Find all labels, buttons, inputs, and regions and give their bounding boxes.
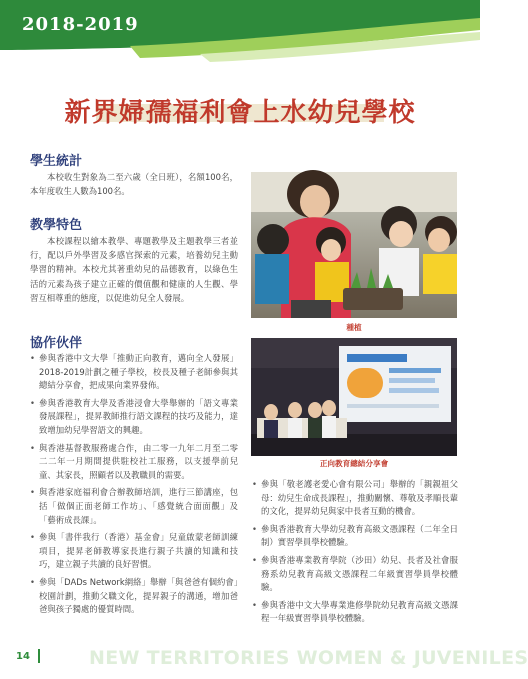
- photo-caption-sharing: 正向教育總結分享會: [319, 459, 389, 468]
- features-text: 本校課程以繪本教學、專題教學及主題教學三者並行，配以戶外學習及多感官探索的元素，培養幼兒主動學習的精神。本校尤其著重幼兒的品德教育，以綠色生活的元素為孩子建立正確的價值觀和健康的人生觀、學習互相尊重的態度，以促進幼兒全人發展。: [30, 236, 238, 303]
- list-item: • 參與「敬老護老愛心會有限公司」舉辦的「親親祖父母：幼兒生命成長課程」，推動關懷、尊敬及孝順長輩的文化，提昇幼兒與家中長者互動的機會。: [252, 478, 458, 519]
- list-item: • 參與香港中文大學專業進修學院幼兒教育高級文憑課程一年級實習學員學校體驗。: [252, 599, 458, 626]
- list-item: • 參與香港教育大學幼兒教育高級文憑課程（二年全日制）實習學員學校體驗。: [252, 523, 458, 550]
- list-item: • 參與香港教育大學及香港浸會大學舉辦的「語文專業發展課程」，提昇教師推行語文課程的技巧及能力，達致增加幼兒學習語文的興趣。: [30, 397, 238, 438]
- partners-list-left: [30, 352, 238, 621]
- list-item: • 參與香港中文大學「推動正向教育，邁向全人發展」2018-2019計劃之種子學校，校長及種子老師參與其總結分享會，把成果向業界發佈。: [30, 352, 238, 393]
- footer-org-name: NEW TERRITORIES WOMEN & JUVENILES: [89, 647, 528, 669]
- partners-list-right: [252, 478, 458, 630]
- list-item: • 參與「書伴我行（香港）基金會」兒童啟蒙老師訓練項目，提昇老師教導家長進行親子共讀的知識和技巧，建立親子共讀的良好習慣。: [30, 531, 238, 572]
- list-item: • 與香港基督教服務處合作，由二零一九年二月至二零二二年一月期間提供駐校社工服務，以支援學前兒童、其家長，照顧者以及教職員的需要。: [30, 442, 238, 483]
- year-label: 2018-2019: [22, 14, 139, 35]
- list-item: • 參與香港專業教育學院（沙田）幼兒、長者及社會服務系幼兒教育高級文憑課程二年級實習學員學校體驗。: [252, 554, 458, 595]
- photo-caption-planting: 種植: [346, 323, 362, 332]
- footer-divider: [38, 649, 40, 663]
- list-item: • 參與「DADs Network網絡」舉辦「與爸爸有個約會」校園計劃，推動父職文化，提昇親子的溝通，增加爸爸與孩子獨處的優質時間。: [30, 576, 238, 617]
- page-title: 新界婦孺福利會上水幼兒學校: [64, 98, 416, 128]
- list-item: • 與香港家庭福利會合辦教師培訓，進行三節講座，包括「做個正面老師工作坊」、「感覺統合面面觀」及「藝術成長課」。: [30, 486, 238, 527]
- page-number: 14: [16, 651, 30, 662]
- header-banner: [0, 0, 480, 62]
- stats-text: 本校收生對象為二至六歲（全日班），名額100名，本年度收生人數為100名。: [30, 172, 238, 197]
- sharing-session-photo: [251, 338, 457, 456]
- features-heading: 教學特色: [30, 218, 83, 233]
- stats-heading: 學生統計: [30, 154, 83, 169]
- planting-photo: [251, 172, 457, 318]
- partners-heading: 協作伙伴: [30, 336, 83, 351]
